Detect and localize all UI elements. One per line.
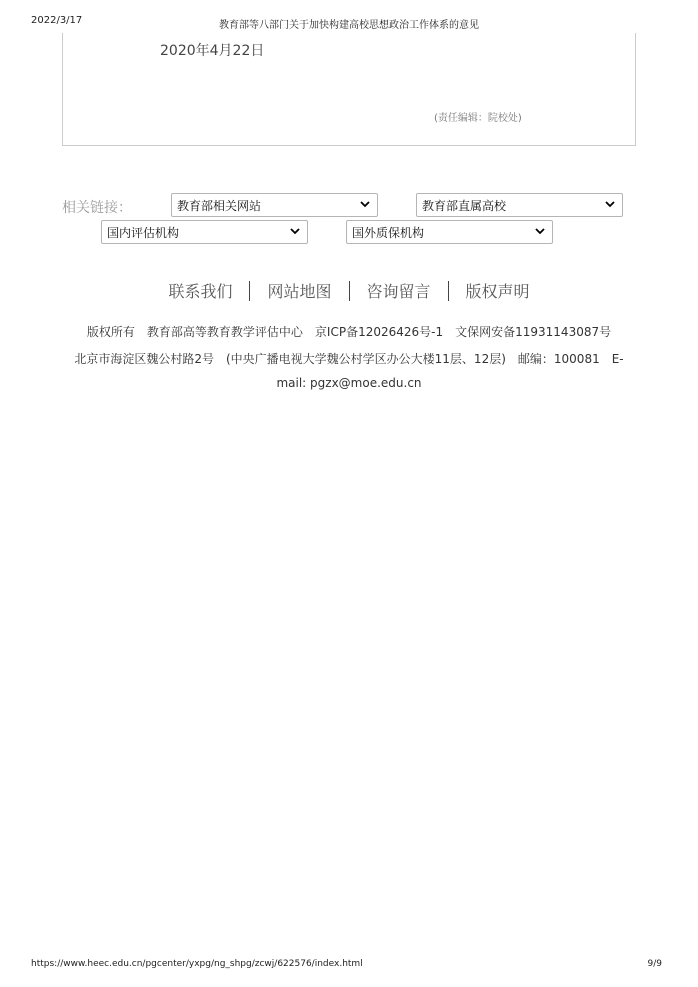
footer-link-feedback[interactable]: 咨询留言 [366, 282, 431, 301]
select-foreign-agencies[interactable] [346, 220, 553, 244]
select-value: 教育部相关网站 [177, 198, 262, 213]
postcode: 100081 [553, 352, 600, 366]
footer-address-line [0, 350, 698, 367]
address-detail: (中央广播电视大学魏公村学区办公大楼11层、12层) [225, 352, 506, 366]
chevron-down-icon [604, 198, 616, 210]
postcode-label: 邮编： [517, 352, 554, 366]
select-value: 国内评估机构 [107, 225, 180, 240]
copyright-label: 版权所有 [86, 325, 135, 339]
footer-link-contact[interactable]: 联系我们 [168, 282, 233, 301]
select-moe-sites[interactable] [171, 193, 378, 217]
address: 北京市海淀区魏公村路2号 [74, 352, 214, 366]
print-date: 2022/3/17 [31, 15, 83, 26]
footer-copyright-line [0, 323, 698, 340]
article-content-box [62, 33, 636, 146]
select-value: 教育部直属高校 [422, 198, 507, 213]
org-name: 教育部高等教育教学评估中心 [146, 325, 303, 339]
chevron-down-icon [289, 225, 301, 237]
footer-nav [0, 279, 698, 302]
footer-link-sitemap[interactable]: 网站地图 [267, 282, 332, 301]
print-title: 教育部等八部门关于加快构建高校思想政治工作体系的意见 [219, 20, 479, 31]
related-links-label: 相关链接： [62, 200, 132, 216]
article-editor: (责任编辑：院校处) [434, 113, 522, 124]
article-date: 2020年4月22日 [160, 43, 265, 59]
print-page-number: 9/9 [647, 959, 662, 969]
chevron-down-icon [534, 225, 546, 237]
chevron-down-icon [359, 198, 371, 210]
select-domestic-agencies[interactable] [101, 220, 308, 244]
select-value: 国外质保机构 [352, 225, 425, 240]
email-prefix: E- [611, 352, 624, 366]
footer-link-copyright[interactable]: 版权声明 [465, 282, 530, 301]
footer-email-line: mail: pgzx@moe.edu.cn [276, 376, 422, 390]
icp-number: 京ICP备12026426号-1 [314, 325, 444, 339]
record-number: 文保网安备11931143087号 [455, 325, 612, 339]
print-url: https://www.heec.edu.cn/pgcenter/yxpg/ng_shpg/zcwj/622576/index.html [31, 959, 363, 969]
select-moe-universities[interactable] [416, 193, 623, 217]
